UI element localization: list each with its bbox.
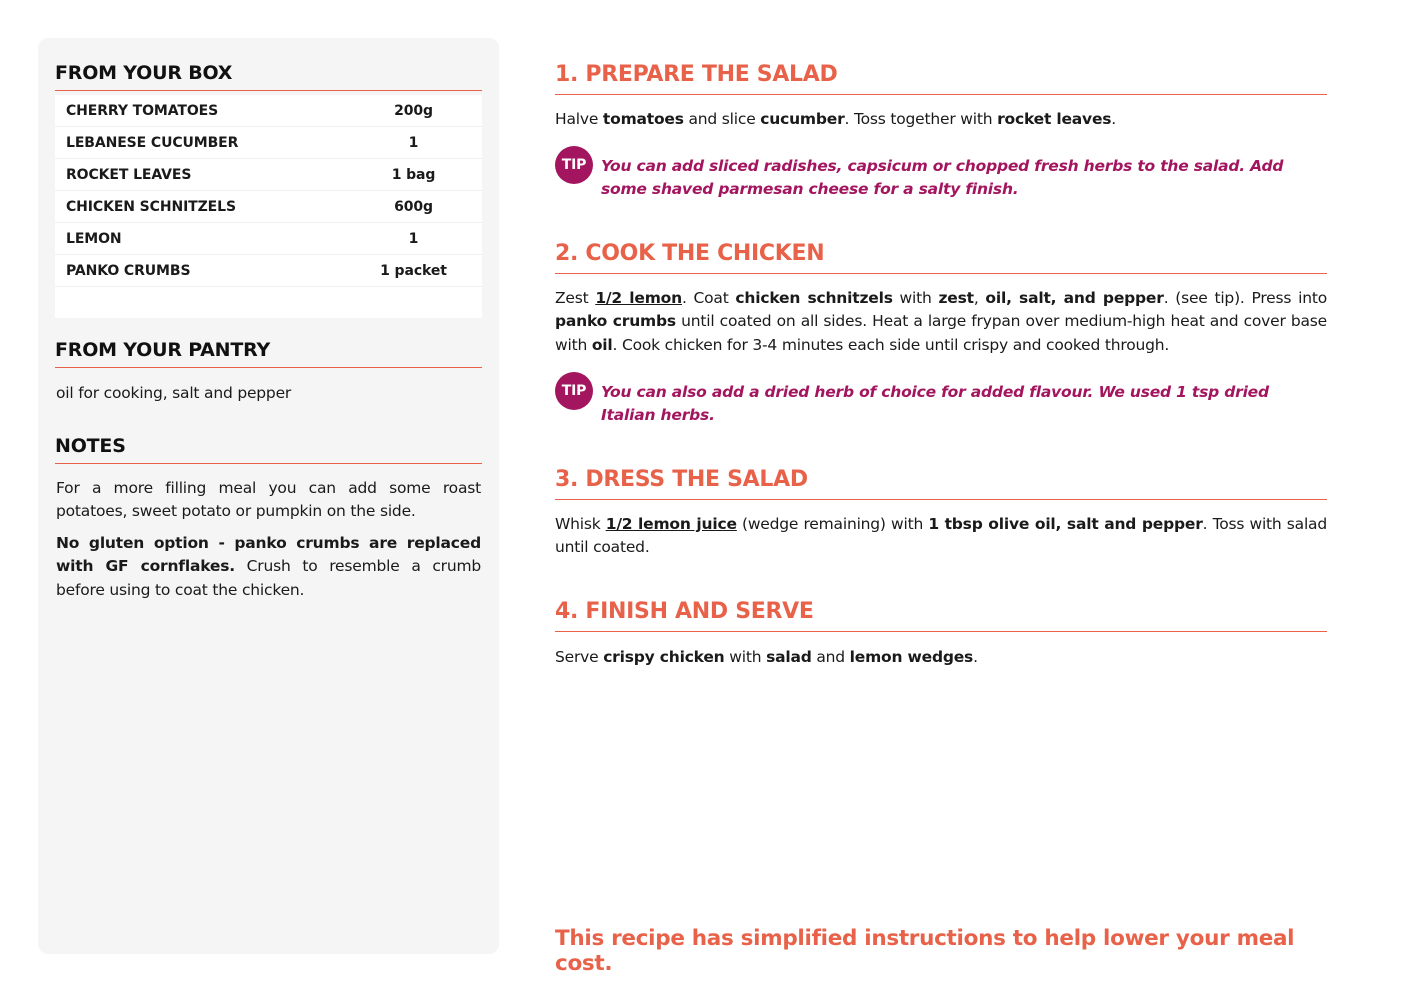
bold-text: chicken schnitzels <box>735 289 893 307</box>
notes-paragraph: For a more filling meal you can add some roast potatoes, sweet potato or pumpkin on the side. <box>56 479 481 521</box>
tip-badge: TIP <box>555 146 593 184</box>
ingredient-row <box>55 95 482 127</box>
text: Halve <box>555 110 603 128</box>
notes-title: NOTES <box>55 435 482 464</box>
ingredient-name: PANKO CRUMBS <box>66 262 191 279</box>
notes-gluten-bold: No gluten option - panko crumbs are replaced with GF cornflakes. <box>56 534 481 576</box>
bold-text: oil <box>591 335 613 354</box>
ingredient-name: CHICKEN SCHNITZELS <box>66 198 236 215</box>
bold-text: oil, salt, and pepper <box>985 289 1164 307</box>
ingredient-row <box>55 159 482 191</box>
ingredient-name: ROCKET LEAVES <box>66 166 192 183</box>
text: . Coat <box>681 289 736 307</box>
bold-underlined-text: 1/2 lemon juice <box>605 515 737 533</box>
text: . (see tip). Press into <box>1163 289 1327 307</box>
text: (wedge remaining) with <box>736 515 929 533</box>
text: Whisk <box>555 515 606 533</box>
footer-note: This recipe has simplified instructions to help lower your meal cost. <box>555 926 1295 976</box>
text: . Cook chicken for 3-4 minutes each side until crispy and cooked through. <box>612 335 1170 354</box>
ingredient-row <box>55 127 482 159</box>
text: until coated on all sides. Heat a large frypan over medium-high heat and cover base with <box>555 312 1327 354</box>
bold-text: crispy chicken <box>603 648 725 666</box>
step-3-title: 3. DRESS THE SALAD <box>555 467 1327 500</box>
text: . Toss together with <box>844 110 998 128</box>
bold-text: tomatoes <box>602 110 684 128</box>
step-1-title: 1. PREPARE THE SALAD <box>555 62 1327 95</box>
ingredient-row <box>55 223 482 255</box>
bold-text: 1 tbsp olive oil, salt and pepper <box>928 515 1203 533</box>
ingredients-sidebar <box>38 38 499 954</box>
bold-text: cucumber <box>760 110 845 128</box>
ingredient-name: LEMON <box>66 230 122 247</box>
notes-gluten-paragraph <box>56 532 481 602</box>
tip-text: You can also add a dried herb of choice for added flavour. We used 1 tsp dried Italian herbs. <box>601 383 1269 425</box>
bold-text: zest <box>938 289 974 307</box>
step-3-text <box>555 513 1327 560</box>
pantry-text: oil for cooking, salt and pepper <box>56 384 292 402</box>
text: . <box>973 648 978 666</box>
step-4-title: 4. FINISH AND SERVE <box>555 599 1327 632</box>
ingredient-qty: 1 <box>408 134 419 151</box>
ingredient-qty: 1 bag <box>391 166 436 183</box>
step-4-text <box>555 646 1327 669</box>
ingredient-row-empty <box>55 287 482 318</box>
ingredient-qty: 1 <box>408 230 419 247</box>
ingredient-qty: 200g <box>394 102 433 119</box>
step-1-text <box>555 108 1327 131</box>
text: , <box>973 289 986 307</box>
bold-text: panko crumbs <box>555 312 676 331</box>
ingredient-qty: 1 packet <box>380 262 447 279</box>
ingredient-row <box>55 191 482 223</box>
ingredient-qty: 600g <box>394 198 433 215</box>
text: . <box>1111 110 1117 128</box>
bold-text: lemon wedges <box>849 648 974 666</box>
text: . Toss with salad until coated. <box>555 515 1327 557</box>
text: and slice <box>683 110 761 128</box>
text: Zest <box>555 289 596 307</box>
step-2-title: 2. COOK THE CHICKEN <box>555 241 1327 274</box>
bold-text: salad <box>766 648 812 666</box>
tip-badge: TIP <box>555 372 593 410</box>
notes-gluten-rest: Crush to resemble a crumb before using to coat the chicken. <box>56 557 482 599</box>
text: Serve <box>555 648 604 666</box>
step-2-text <box>555 287 1327 357</box>
tip-text: You can add sliced radishes, capsicum or chopped fresh herbs to the salad. Add some shaved parmesan cheese for a salty finish. <box>601 157 1284 199</box>
ingredient-row <box>55 255 482 287</box>
text: with <box>892 289 939 307</box>
from-your-pantry-title: FROM YOUR PANTRY <box>55 339 482 368</box>
ingredient-name: CHERRY TOMATOES <box>66 102 219 119</box>
text: with <box>724 648 767 666</box>
ingredients-table <box>55 95 482 318</box>
bold-text: rocket leaves <box>997 110 1112 128</box>
method-column <box>555 0 1327 992</box>
ingredient-name: LEBANESE CUCUMBER <box>66 134 239 151</box>
text: and <box>811 648 850 666</box>
from-your-box-title: FROM YOUR BOX <box>55 62 482 91</box>
bold-underlined-text: 1/2 lemon <box>595 289 682 307</box>
